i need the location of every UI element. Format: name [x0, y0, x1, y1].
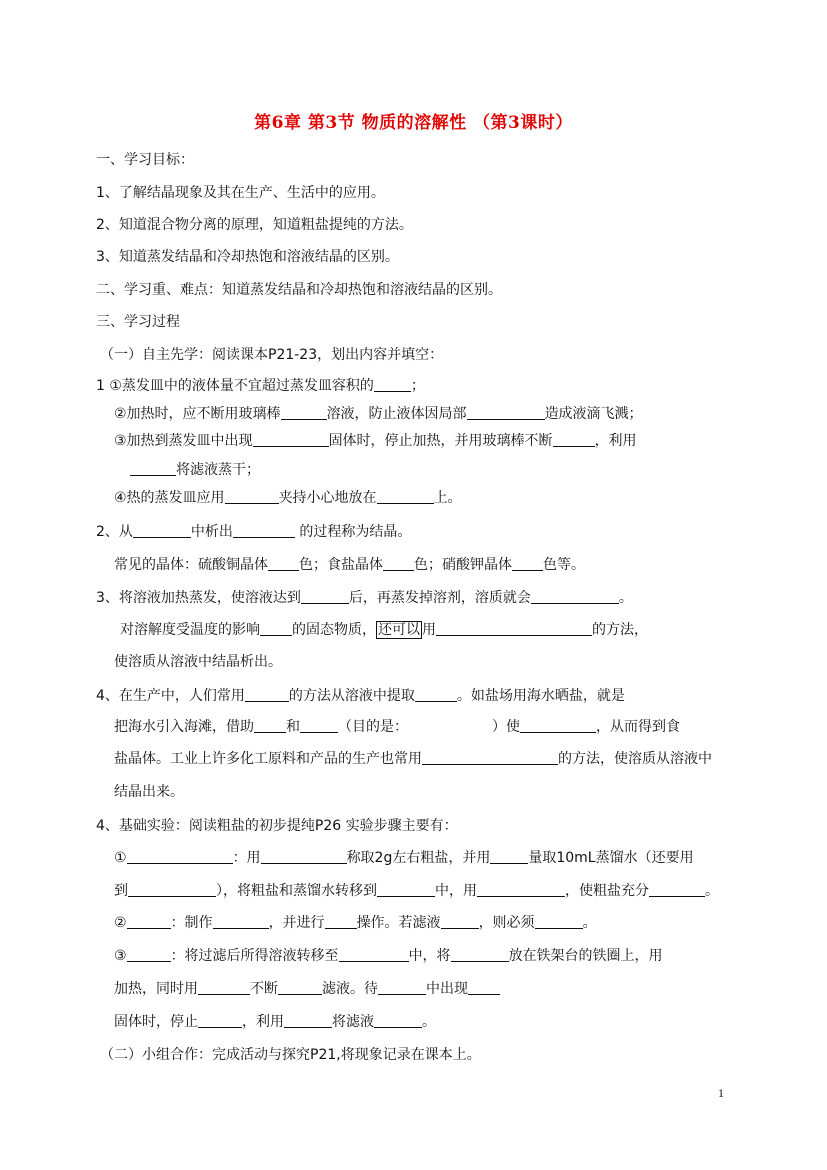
blank[interactable] [422, 749, 558, 765]
blank[interactable] [477, 881, 565, 897]
blank[interactable] [415, 686, 457, 702]
blank[interactable] [284, 1012, 332, 1028]
blank[interactable] [553, 431, 595, 447]
blank[interactable] [436, 620, 592, 636]
experiment-heading: 4、基础实验：阅读粗盐的初步提纯P26 实验步骤主要有： [96, 818, 458, 834]
question-3c: 使溶质从溶液中结晶析出。 [114, 654, 282, 670]
blank[interactable] [520, 717, 596, 733]
blank[interactable] [535, 913, 583, 929]
objective-2: 2、知道混合物分离的原理，知道粗盐提纯的方法。 [96, 217, 413, 233]
blank[interactable] [468, 979, 500, 995]
blank[interactable] [512, 555, 543, 571]
question-4a: 4、在生产中，人们常用 的方法从溶液中提取 。如盐场用海水晒盐，就是 [96, 688, 625, 704]
blank[interactable] [253, 431, 329, 447]
question-1a: 1 ①蒸发皿中的液体量不宜超过蒸发皿容积的 ； [96, 378, 425, 394]
question-1c: ③加热到蒸发皿中出现 固体时，停止加热，并用玻璃棒不断 ，利用 [114, 433, 637, 449]
experiment-step-1a: ① ：用 称取2g左右粗盐，并用 量取10mL蒸馏水（还要用 [114, 850, 694, 866]
blank[interactable] [198, 979, 250, 995]
page-number: 1 [718, 1086, 724, 1100]
blank[interactable] [130, 460, 176, 476]
blank[interactable] [127, 848, 233, 864]
blank[interactable] [233, 522, 295, 538]
blank[interactable] [649, 881, 705, 897]
question-4b: 把海水引入海滩，借助 和 （目的是： ）使 ，从而得到食 [114, 719, 680, 735]
blank[interactable] [441, 913, 479, 929]
blank[interactable] [451, 946, 509, 962]
blank[interactable] [339, 946, 409, 962]
blank[interactable] [268, 555, 299, 571]
blank[interactable] [254, 717, 286, 733]
blank[interactable] [213, 913, 269, 929]
experiment-step-2: ② ：制作 ，并进行 操作。若滤液 ，则必须 。 [114, 915, 597, 931]
question-2b: 常见的晶体：硫酸铜晶体 色；食盐晶体 色；硝酸钾晶体 色等。 [114, 557, 585, 573]
page-title: 第6章 第3节 物质的溶解性 （第3课时） [254, 113, 573, 133]
blank[interactable] [467, 404, 545, 420]
experiment-step-3c: 固体时，停止 ，利用 将滤液 。 [114, 1014, 436, 1030]
subsection-self-study: （一）自主先学：阅读课本P21-23，划出内容并填空： [100, 347, 444, 363]
blank[interactable] [128, 881, 216, 897]
section-key-points: 二、学习重、难点：知道蒸发结晶和冷却热饱和溶液结晶的区别。 [96, 282, 502, 298]
experiment-step-3b: 加热，同时用 不断 滤液。待 中出现 [114, 979, 500, 999]
blank[interactable] [278, 979, 322, 995]
blank[interactable] [325, 913, 357, 929]
blank[interactable] [198, 1012, 242, 1028]
blank[interactable] [301, 588, 349, 604]
question-4c: 盐晶体。工业上许多化工原料和产品的生产也常用 的方法，使溶质从溶液中 [114, 751, 712, 767]
experiment-step-3a: ③ ：将过滤后所得溶液转移至 中，将 放在铁架台的铁圈上，用 [114, 948, 663, 964]
question-1d: ④热的蒸发皿应用 夹持小心地放在 上。 [114, 490, 462, 506]
blank[interactable] [225, 488, 279, 504]
blank[interactable] [133, 522, 191, 538]
blank[interactable] [127, 913, 171, 929]
question-1c-cont: 将滤液蒸干； [130, 460, 260, 480]
blank[interactable] [127, 946, 171, 962]
blank[interactable] [378, 979, 426, 995]
section-process-heading: 三、学习过程 [96, 314, 180, 330]
objective-1: 1、了解结晶现象及其在生产、生活中的应用。 [96, 185, 385, 201]
blank[interactable] [245, 686, 289, 702]
blank[interactable] [531, 588, 619, 604]
blank[interactable] [374, 376, 411, 392]
blank[interactable] [260, 620, 292, 636]
boxed-text: 还可以 [378, 622, 420, 638]
section-objectives-heading: 一、学习目标： [96, 152, 194, 168]
blank[interactable] [261, 848, 347, 864]
objective-3: 3、知道蒸发结晶和冷却热饱和溶液结晶的区别。 [96, 249, 399, 265]
experiment-step-1b: 到 ），将粗盐和蒸馏水转移到 中，用 ，使粗盐充分 。 [114, 883, 719, 899]
blank[interactable] [377, 488, 434, 504]
blank[interactable] [490, 848, 528, 864]
blank[interactable] [281, 404, 327, 420]
subsection-group-work: （二）小组合作：完成活动与探究P21,将现象记录在课本上。 [100, 1047, 481, 1063]
blank[interactable] [374, 1012, 422, 1028]
question-3b: 对溶解度受温度的影响 的固态物质， 还可以 用 的方法， [120, 622, 648, 638]
question-3a: 3、将溶液加热蒸发，使溶液达到 后，再蒸发掉溶剂，溶质就会 。 [96, 590, 633, 606]
blank[interactable] [300, 717, 338, 733]
question-2a: 2、从 中析出 的过程称为结晶。 [96, 524, 412, 540]
question-1b: ②加热时，应不断用玻璃棒 溶液，防止液体因局部 造成液滴飞溅； [114, 406, 643, 422]
blank[interactable] [377, 881, 435, 897]
question-4d: 结晶出来。 [114, 784, 184, 800]
blank[interactable] [383, 555, 414, 571]
